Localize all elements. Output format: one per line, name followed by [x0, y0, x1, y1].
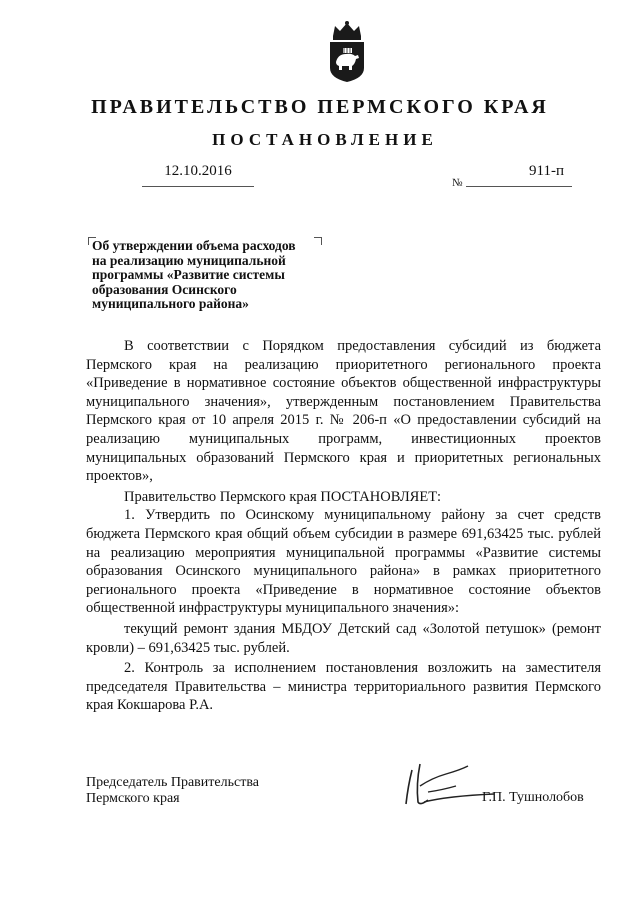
document-type: ПОСТАНОВЛЕНИЕ: [212, 130, 438, 149]
body-paragraph-preamble: В соответствии с Порядком предоставления субсидий из бюджета Пермского края на реализацию приоритетного регионального проекта «Приведение в нормативное состояние объектов общественной инфраструктуры муниципального значения», утвержденным постановлением Правительства Пермского края от 10 апреля 2015 г. № 206-п «О предоставлении субсидий на реализацию муниципальных программ, инвестиционных проектов муниципальных образований Пермского края и приоритетных региональных проектов»,: [86, 338, 601, 485]
document-date: 12.10.2016: [164, 163, 232, 179]
body-paragraph-repair: текущий ремонт здания МБДОУ Детский сад «Золотой петушок» (ремонт кровли) – 691,63425 тыс. рублей.: [86, 620, 601, 656]
document-body: [86, 337, 601, 715]
body-paragraph-resolves: Правительство Пермского края ПОСТАНОВЛЯЕТ:: [124, 488, 442, 505]
number-underline: [466, 186, 572, 187]
subject-line: образования Осинского: [92, 281, 237, 297]
number-label: №: [452, 177, 463, 189]
subject-line: программы «Развитие системы: [92, 267, 285, 282]
signer-position: [86, 775, 326, 807]
body-paragraph-item-1: 1. Утвердить по Осинскому муниципальному району за счет средств бюджета Пермского края общий объем субсидии в размере 691,63425 тыс. рублей на реализацию мероприятия муниципальной программы «Развитие системы образования Осинского муниципального района» в рамках приоритетного регионального проекта «Приведение в нормативное состояние объектов общественной инфраструктуры муниципального значения»:: [86, 507, 601, 617]
signer-position-line: Пермского края: [86, 791, 180, 806]
body-paragraph-item-2: 2. Контроль за исполнением постановления возложить на заместителя председателя Правительства – министра территориального развития Пермского края Кокшарова Р.А.: [86, 660, 601, 714]
coat-of-arms-icon: [322, 20, 372, 84]
government-title: ПРАВИТЕЛЬСТВО ПЕРМСКОГО КРАЯ: [91, 96, 549, 118]
document-number: 911-п: [529, 163, 564, 179]
document-subject: [92, 239, 342, 312]
signer-name: Г.П. Тушнолобов: [482, 790, 584, 805]
subject-line: муниципального района»: [92, 296, 249, 311]
date-underline: [142, 186, 254, 187]
subject-line: на реализацию муниципальной: [92, 252, 286, 268]
signer-position-line: Председатель Правительства: [86, 775, 259, 790]
subject-line: Об утверждении объема расходов: [92, 238, 296, 253]
